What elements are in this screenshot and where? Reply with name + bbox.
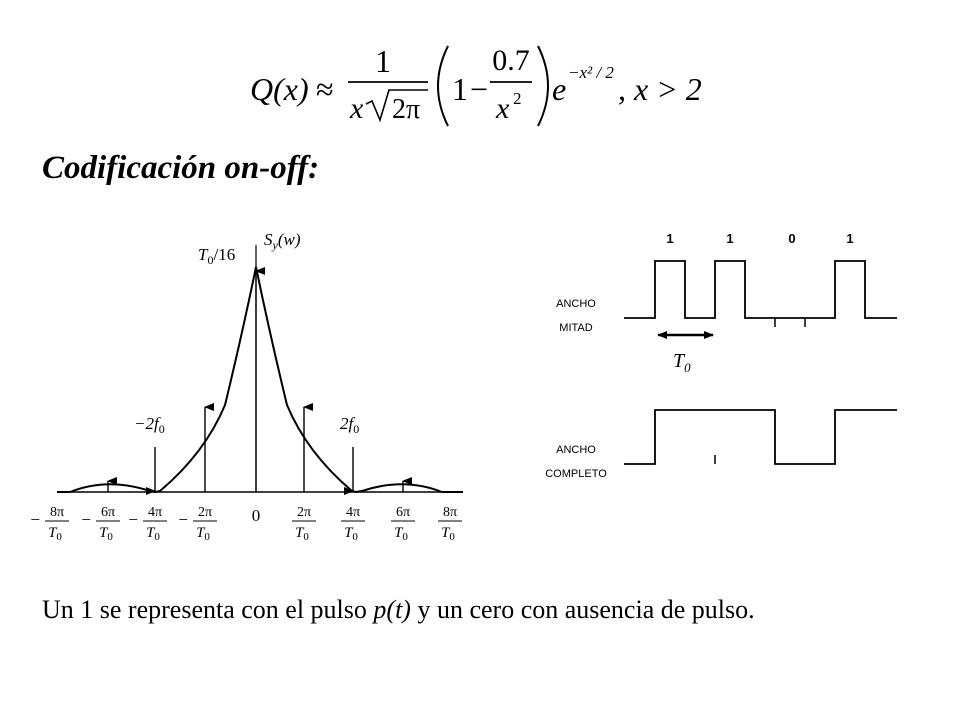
peak-value-label: $T_0/16$ <box>198 245 236 267</box>
bit-label: 1 <box>846 231 854 246</box>
period-label: $T_0$ <box>673 350 691 375</box>
tick-label-denominator: $T_0$ <box>146 525 160 543</box>
formula-coefficient: 0.7 <box>492 44 530 77</box>
bit-label: 1 <box>666 231 674 246</box>
formula-approx-sign: ≈ <box>316 71 334 107</box>
formula-minus: − <box>470 71 489 107</box>
spectrum-y-label: $S_y(w)$ <box>264 230 301 252</box>
tick-label-sign: − <box>81 510 91 529</box>
tick-label-denominator: $T_0$ <box>394 525 408 543</box>
impulse-right-label: $2f_0$ <box>340 414 360 436</box>
tick-label-denominator: $T_0$ <box>295 525 309 543</box>
tick-label-denominator: $T_0$ <box>99 525 113 543</box>
tick-label-numerator: 8π <box>442 505 458 520</box>
formula-left-paren <box>438 46 448 126</box>
half-width-waveform <box>624 261 897 318</box>
formula-denominator-radicand: 2π <box>392 94 421 125</box>
power-spectrum-diagram <box>30 215 480 555</box>
tick-label <box>341 505 365 543</box>
on-off-pulse-diagram <box>530 215 910 505</box>
tick-label <box>178 505 217 543</box>
full-width-waveform <box>624 410 897 464</box>
formula-inner-denominator-power: 2 <box>513 89 522 108</box>
bit-label: 1 <box>726 231 734 246</box>
tick-label-denominator: $T_0$ <box>344 525 358 543</box>
spectral-envelope-curve <box>57 267 463 492</box>
formula-condition: , x > 2 <box>618 71 702 107</box>
tick-label-denominator: $T_0$ <box>196 525 210 543</box>
q-function-formula <box>0 0 960 140</box>
formula-exponent: −x² / 2 <box>568 63 614 82</box>
formula-inner-denominator-x: x <box>496 92 510 125</box>
formula-lhs: Q(x) <box>250 71 309 107</box>
tick-label-denominator: $T_0$ <box>48 525 62 543</box>
origin-label: 0 <box>251 506 261 525</box>
tick-label-numerator: 2π <box>296 505 312 520</box>
frequency-tick-labels <box>30 505 462 543</box>
tick-label <box>81 505 120 543</box>
tick-label-numerator: 4π <box>345 505 361 520</box>
tick-label-numerator: 8π <box>49 505 65 520</box>
tick-label-numerator: 4π <box>147 505 163 520</box>
tick-label-sign: − <box>178 510 188 529</box>
tick-label <box>438 505 462 543</box>
tick-label <box>128 505 167 543</box>
tick-label-sign: − <box>128 510 138 529</box>
section-heading: Codificación on-off: <box>42 150 320 186</box>
formula-numerator: 1 <box>375 43 391 79</box>
tick-label-sign: − <box>30 510 40 529</box>
half-width-label: ANCHO MITAD <box>556 298 596 334</box>
tick-label <box>30 505 69 543</box>
caption-text: Un 1 se representa con el pulso p(t) y un cero con ausencia de pulso. <box>42 595 755 624</box>
tick-label <box>292 505 316 543</box>
tick-label-numerator: 6π <box>395 505 411 520</box>
formula-denominator-x: x <box>350 92 364 125</box>
impulse-left-label: $-2f_0$ <box>134 414 165 436</box>
formula-one: 1 <box>452 71 468 107</box>
full-width-label: ANCHO COMPLETO <box>545 444 607 480</box>
bit-label: 0 <box>788 231 796 246</box>
formula-right-paren <box>538 46 548 126</box>
formula-exp-base: e <box>552 71 567 107</box>
tick-label <box>391 505 415 543</box>
tick-label-denominator: $T_0$ <box>441 525 455 543</box>
tick-label-numerator: 2π <box>197 505 213 520</box>
tick-label-numerator: 6π <box>100 505 116 520</box>
